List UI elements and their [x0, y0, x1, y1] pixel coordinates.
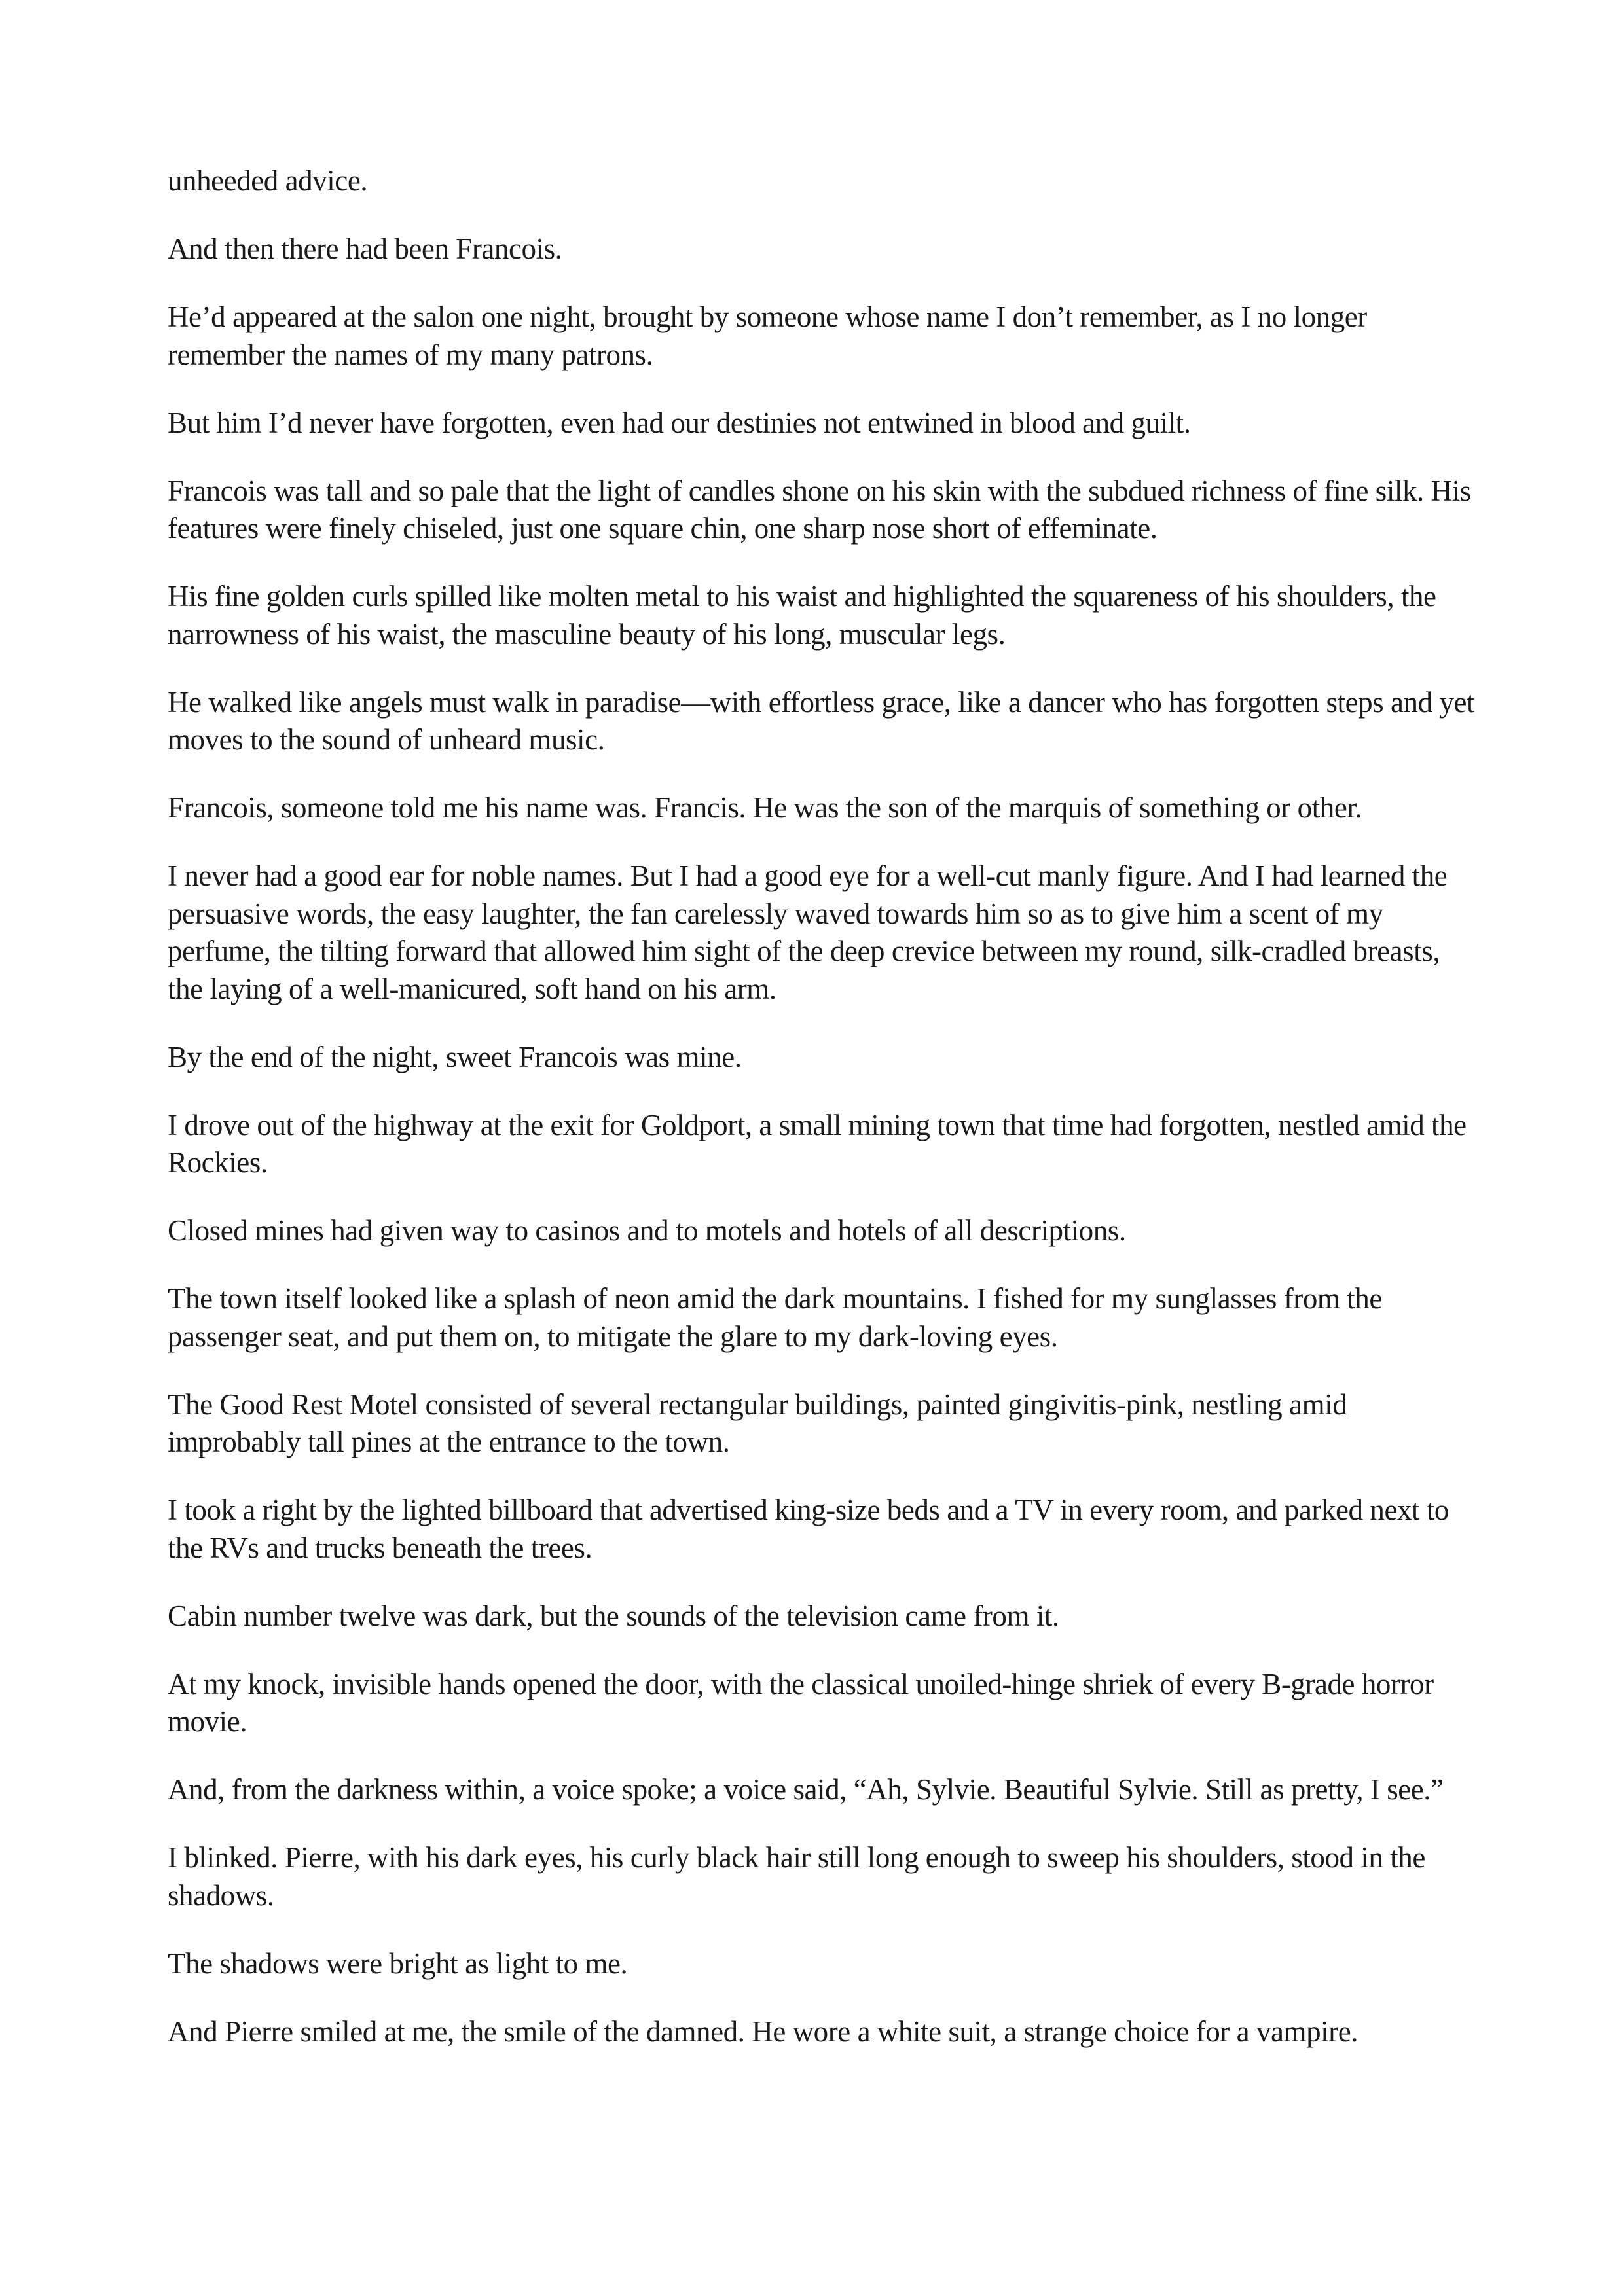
paragraph-2: And then there had been Francois.: [168, 232, 562, 265]
paragraph-21: And Pierre smiled at me, the smile of the damned. He wore a white suit, a strange choice for a vampire.: [168, 2015, 1359, 2048]
paragraph-9: I never had a good ear for noble names. But I had a good eye for a well-cut manly figure. And I had learned the persuasive words, the easy laughter, the fan carelessly waved towards him so as to give him a scent of my perfume, the tilting forward that allowed him sight of the deep crevice between my round, silk-cradled breasts, the laying of a well-manicured, soft hand on his arm.: [168, 859, 1448, 1005]
paragraph-5: Francois was tall and so pale that the light of candles shone on his skin with the subdued richness of fine silk. His features were finely chiseled, just one square chin, one sharp nose short of effeminate.: [168, 474, 1471, 545]
paragraph-17: At my knock, invisible hands opened the door, with the classical unoiled-hinge shriek of every B-grade horror movie.: [168, 1667, 1434, 1738]
paragraph-6: His fine golden curls spilled like molten metal to his waist and highlighted the squareness of his shoulders, the narrowness of his waist, the masculine beauty of his long, muscular legs.: [168, 580, 1436, 651]
paragraph-14: The Good Rest Motel consisted of several rectangular buildings, painted gingivitis-pink, nestling amid improbably tall pines at the entrance to the town.: [168, 1388, 1347, 1458]
paragraph-4: But him I’d never have forgotten, even had our destinies not entwined in blood and guilt.: [168, 406, 1191, 439]
paragraph-12: Closed mines had given way to casinos and to motels and hotels of all descriptions.: [168, 1214, 1126, 1247]
paragraph-10: By the end of the night, sweet Francois was mine.: [168, 1040, 742, 1073]
paragraph-13: The town itself looked like a splash of neon amid the dark mountains. I fished for my sunglasses from the passenger seat, and put them on, to mitigate the glare to my dark-loving eyes.: [168, 1282, 1382, 1353]
paragraph-7: He walked like angels must walk in paradise—with effortless grace, like a dancer who has forgotten steps and yet moves to the sound of unheard music.: [168, 685, 1475, 756]
paragraph-20: The shadows were bright as light to me.: [168, 1946, 628, 1980]
paragraph-3: He’d appeared at the salon one night, brought by someone whose name I don’t remember, as I no longer remember the names of my many patrons.: [168, 300, 1367, 371]
paragraph-18: And, from the darkness within, a voice spoke; a voice said, “Ah, Sylvie. Beautiful Sylvie. Still as pretty, I see.”: [168, 1773, 1444, 1806]
paragraph-1: unheeded advice.: [168, 164, 368, 197]
paragraph-8: Francois, someone told me his name was. Francis. He was the son of the marquis of something or other.: [168, 791, 1362, 824]
body-text: [168, 162, 1477, 2081]
paragraph-16: Cabin number twelve was dark, but the sounds of the television came from it.: [168, 1599, 1059, 1632]
paragraph-11: I drove out of the highway at the exit for Goldport, a small mining town that time had forgotten, nestled amid the Rockies.: [168, 1108, 1467, 1179]
paragraph-19: I blinked. Pierre, with his dark eyes, his curly black hair still long enough to sweep his shoulders, stood in the shadows.: [168, 1841, 1425, 1912]
paragraph-15: I took a right by the lighted billboard that advertised king-size beds and a TV in every room, and parked next to the RVs and trucks beneath the trees.: [168, 1494, 1449, 1564]
